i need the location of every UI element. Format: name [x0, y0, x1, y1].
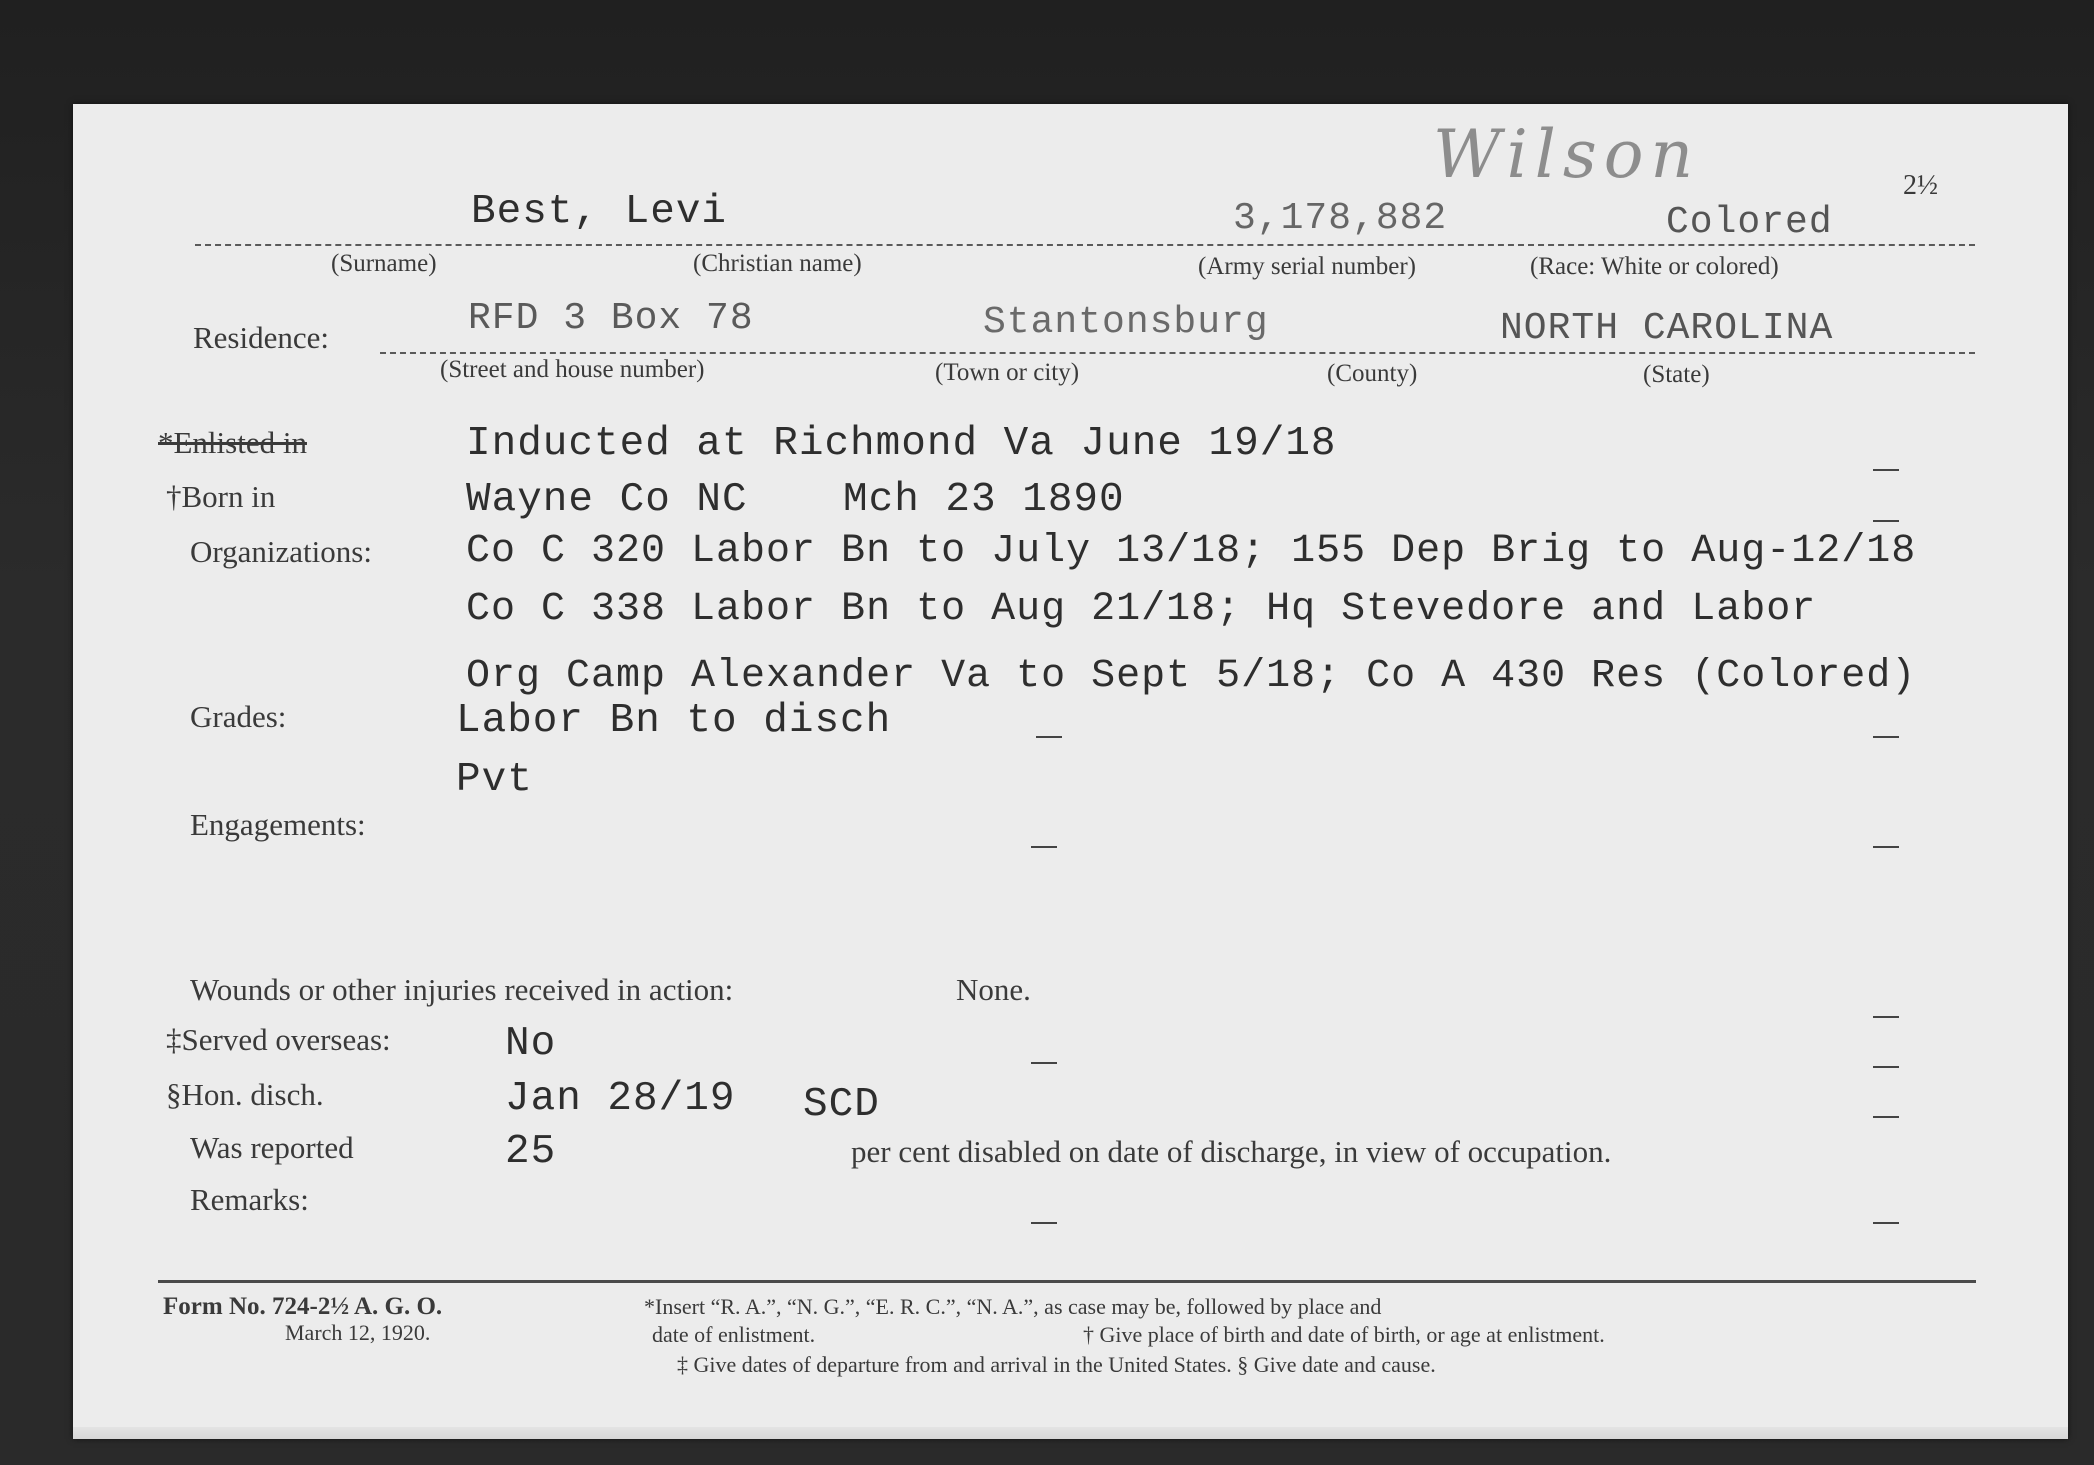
- line-end-mark: [1873, 846, 1899, 848]
- form-number: Form No. 724-2½ A. G. O.: [163, 1293, 443, 1320]
- reported-percent: 25: [505, 1129, 557, 1175]
- county-handwritten: Wilson: [1433, 116, 1701, 193]
- line-end-mark: [1031, 1222, 1057, 1224]
- organization-line-3: Org Camp Alexander Va to Sept 5/18; Co A 430 Res (Colored): [466, 654, 1917, 699]
- surname-and-name: Best, Levi: [471, 189, 728, 235]
- corner-mark: 2½: [1903, 170, 1938, 201]
- serial-caption: (Army serial number): [1198, 253, 1416, 280]
- organizations-label: Organizations:: [190, 534, 372, 569]
- enlisted-value: Inducted at Richmond Va June 19/18: [466, 421, 1337, 467]
- serial-number: 3,178,882: [1233, 197, 1448, 240]
- county-caption: (County): [1327, 360, 1418, 387]
- christian-name-caption: (Christian name): [693, 250, 862, 277]
- service-record-card: [73, 104, 2068, 1439]
- reported-label: Was reported: [190, 1130, 354, 1165]
- surname-caption: (Surname): [331, 250, 437, 277]
- footnote-line-2b: † Give place of birth and date of birth, or age at enlistment.: [1083, 1322, 1605, 1347]
- line-end-mark: [1873, 520, 1899, 522]
- line-end-mark: [1873, 1116, 1899, 1118]
- discharge-date: Jan 28/19: [505, 1076, 736, 1122]
- remarks-label: Remarks:: [190, 1182, 309, 1217]
- discharge-label: §Hon. disch.: [166, 1077, 324, 1112]
- reported-text: per cent disabled on date of discharge, in view of occupation.: [851, 1134, 1612, 1169]
- residence-label: Residence:: [193, 320, 330, 355]
- state-caption: (State): [1643, 361, 1710, 388]
- organization-line-2: Co C 338 Labor Bn to Aug 21/18; Hq Stevedore and Labor: [466, 587, 1817, 632]
- organization-line-4: Labor Bn to disch: [456, 698, 892, 744]
- overseas-label: ‡Served overseas:: [166, 1022, 391, 1057]
- residence-town: Stantonsburg: [983, 301, 1269, 344]
- discharge-type: SCD: [803, 1082, 880, 1128]
- town-caption: (Town or city): [935, 359, 1080, 386]
- residence-rule: [380, 352, 1975, 354]
- wounds-value: None.: [956, 972, 1031, 1007]
- line-end-mark: [1873, 469, 1899, 471]
- enlisted-label: *Enlisted in: [158, 425, 307, 460]
- footnote-line-3: ‡ Give dates of departure from and arrival in the United States. § Give date and cause.: [677, 1352, 1436, 1377]
- grades-label: Grades:: [190, 699, 287, 734]
- line-end-mark: [1036, 736, 1062, 738]
- residence-street: RFD 3 Box 78: [468, 297, 754, 340]
- footnote-line-2a: date of enlistment.: [652, 1322, 816, 1347]
- overseas-value: No: [505, 1021, 557, 1067]
- form-date: March 12, 1920.: [285, 1320, 431, 1345]
- line-end-mark: [1873, 1222, 1899, 1224]
- line-end-mark: [1031, 846, 1057, 848]
- born-date: Mch 23 1890: [843, 477, 1125, 523]
- line-end-mark: [1873, 1066, 1899, 1068]
- wounds-label: Wounds or other injuries received in action:: [190, 972, 734, 1007]
- line-end-mark: [1873, 1016, 1899, 1018]
- footnote-line-1: *Insert “R. A.”, “N. G.”, “E. R. C.”, “N. A.”, as case may be, followed by place and: [644, 1294, 1382, 1319]
- race-caption: (Race: White or colored): [1530, 253, 1779, 280]
- header-rule: [195, 244, 1975, 246]
- organization-line-1: Co C 320 Labor Bn to July 13/18; 155 Dep Brig to Aug-12/18: [466, 529, 1917, 574]
- race-value: Colored: [1666, 201, 1833, 244]
- street-caption: (Street and house number): [440, 356, 705, 383]
- residence-state: NORTH CAROLINA: [1500, 307, 1834, 350]
- born-label: †Born in: [166, 479, 276, 514]
- born-place: Wayne Co NC: [466, 477, 748, 523]
- line-end-mark: [1873, 736, 1899, 738]
- grades-value: Pvt: [456, 757, 533, 803]
- engagements-label: Engagements:: [190, 807, 366, 842]
- line-end-mark: [1031, 1062, 1057, 1064]
- footer-rule: [158, 1280, 1976, 1283]
